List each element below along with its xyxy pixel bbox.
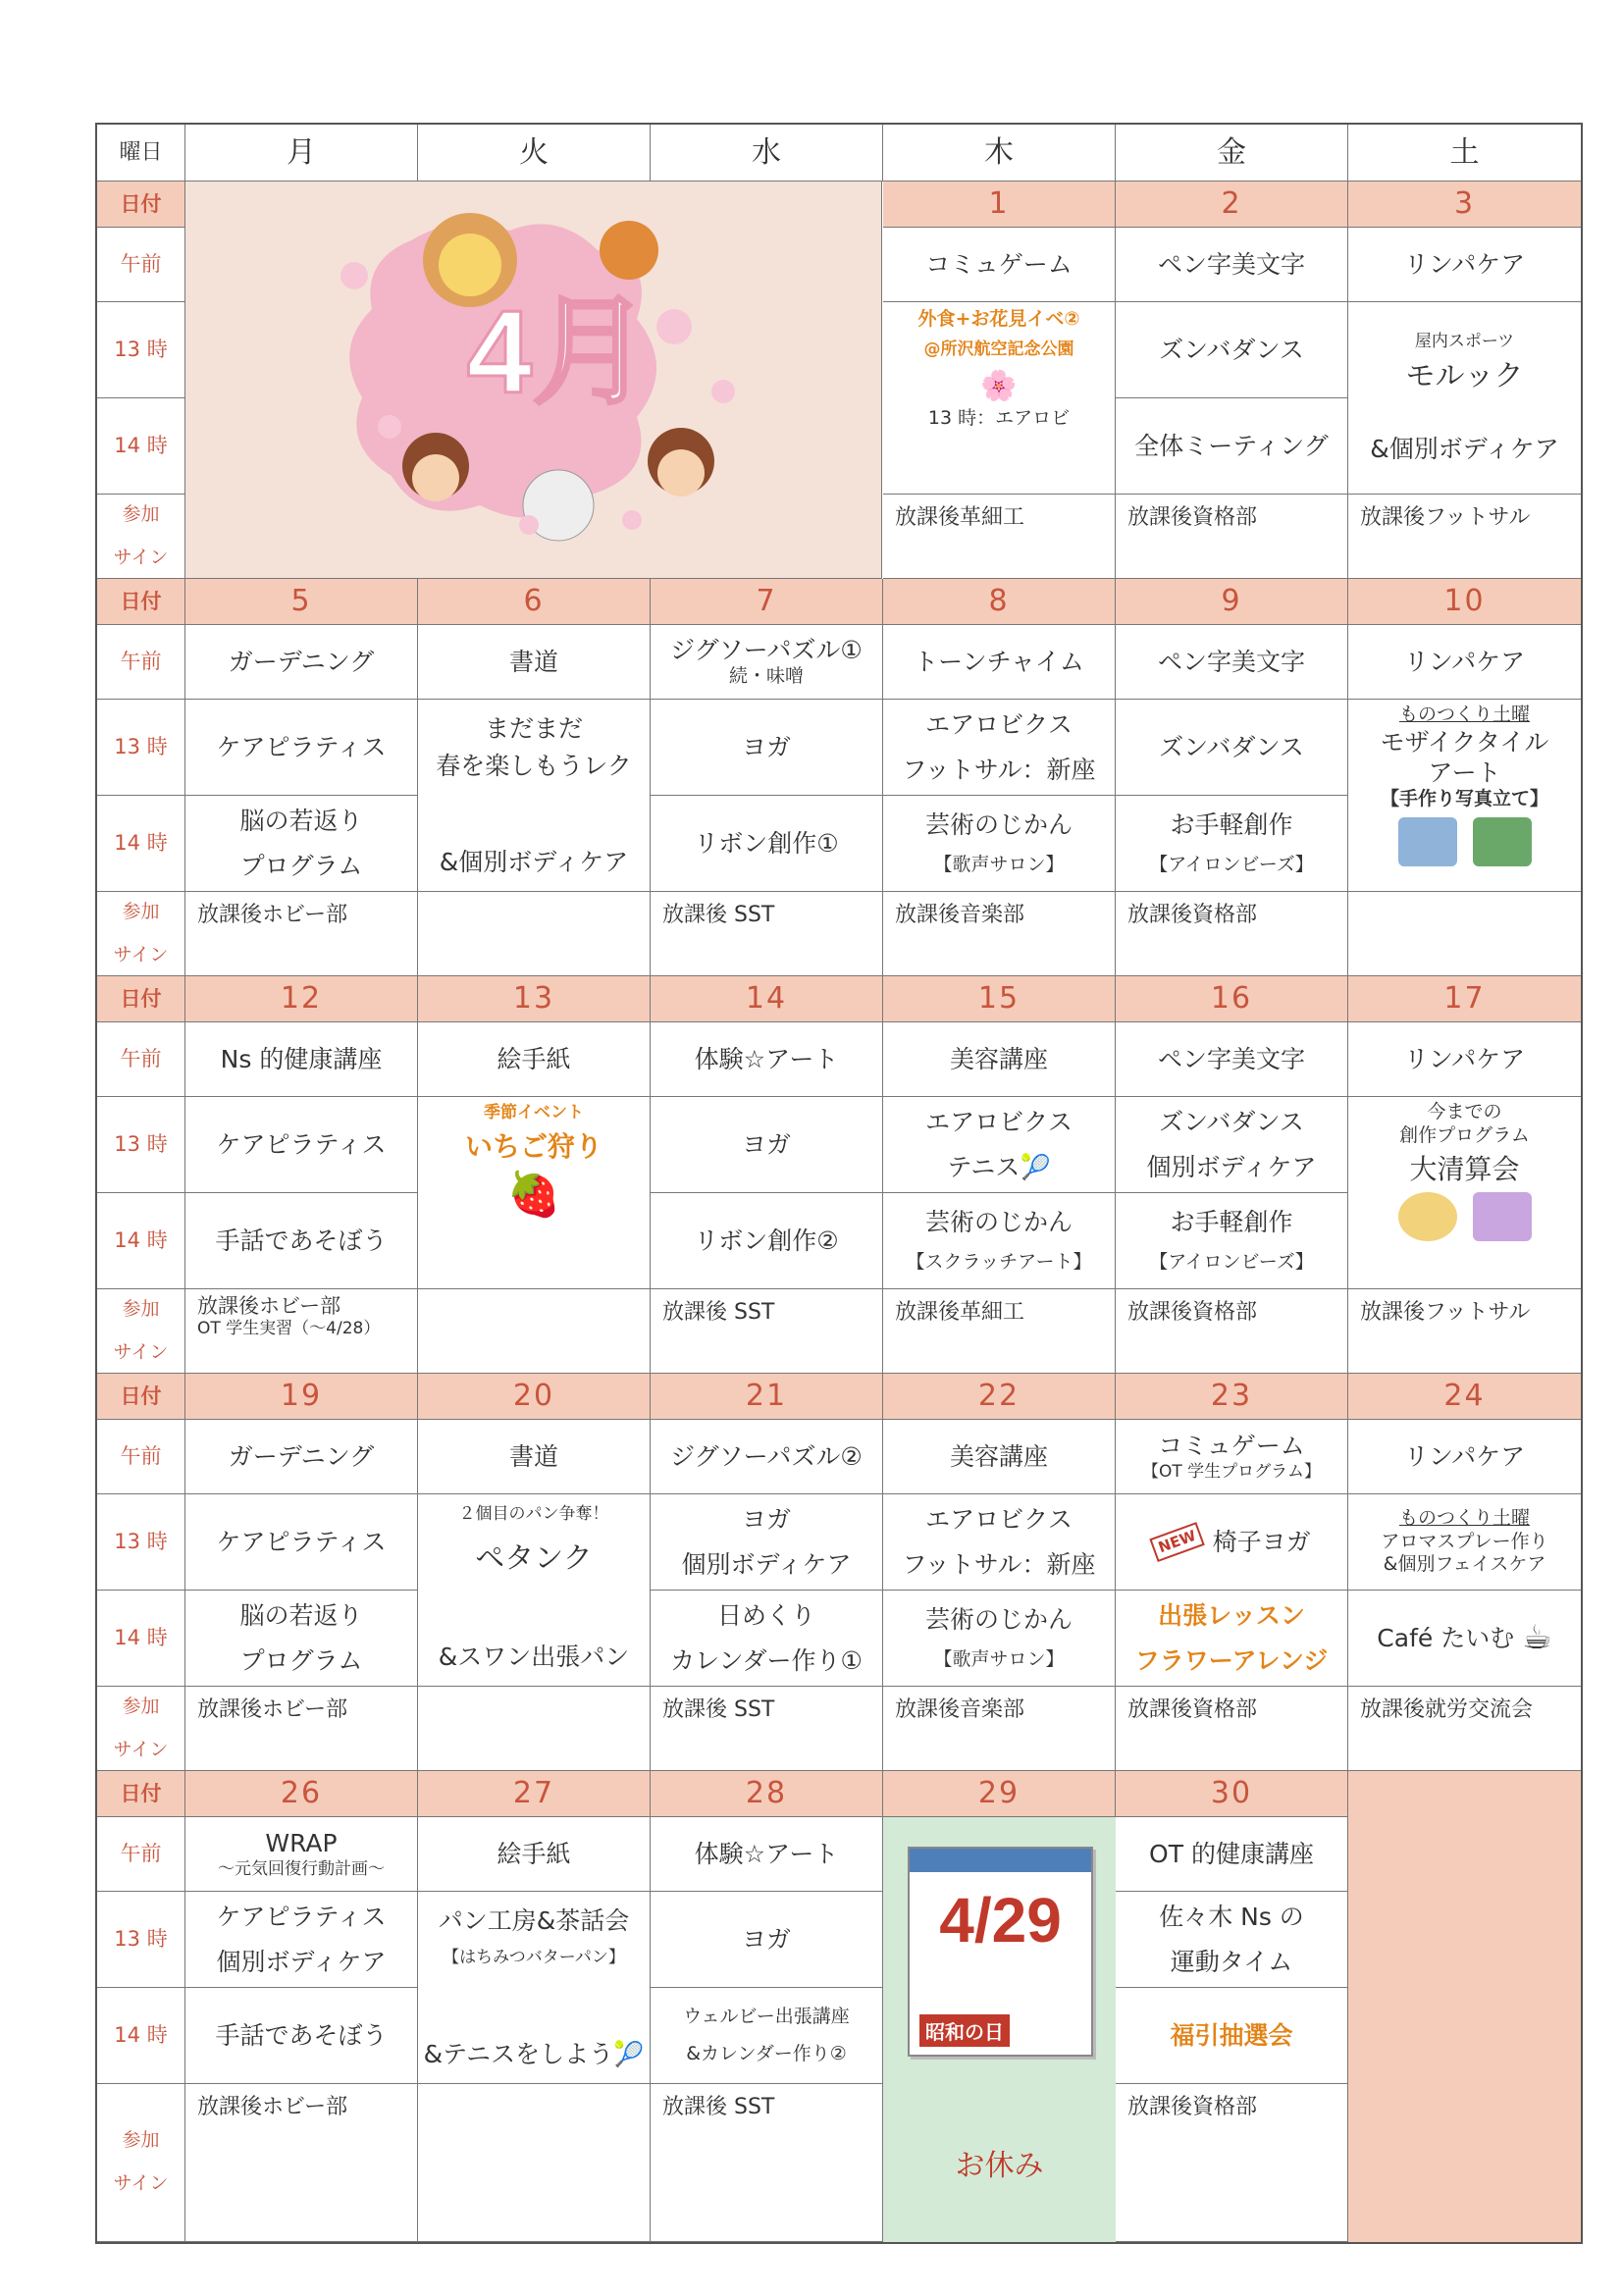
date-cell: 9 — [1116, 579, 1348, 625]
date-cell: 6 — [418, 579, 651, 625]
activity: 日めくり カレンダー作り① — [651, 1591, 883, 1687]
sign-cell — [418, 1289, 651, 1374]
activity: 出張レッスン フラワーアレンジ — [1116, 1591, 1348, 1687]
puzzle-icon — [1473, 1192, 1532, 1241]
am-label: 午前 — [97, 625, 185, 700]
coffee-cup-icon: ☕ — [1522, 1618, 1552, 1658]
activity: 芸術のじかん 【スクラッチアート】 — [883, 1193, 1116, 1289]
activity: ２個目のパン争奪！ ペタンク &スワン出張パン — [418, 1494, 651, 1687]
date-cell: 21 — [651, 1374, 883, 1420]
sign-label: 参加 サイン — [97, 495, 185, 579]
sign-cell: 放課後ホビー部 — [185, 892, 418, 976]
cherry-tree-icon: 🌸 — [980, 369, 1018, 403]
sign-cell — [418, 892, 651, 976]
activity: リボン創作① — [651, 796, 883, 892]
activity: ジグソーパズル② — [651, 1420, 883, 1494]
date-cell: 16 — [1116, 976, 1348, 1022]
activity: ヨガ — [651, 1892, 883, 1988]
date-cell: 17 — [1348, 976, 1581, 1022]
calendar-binding — [910, 1849, 1091, 1872]
date-cell: 10 — [1348, 579, 1581, 625]
activity: ペン字美文字 — [1116, 625, 1348, 700]
header-label: 曜日 — [97, 125, 185, 182]
holiday-cell — [883, 1817, 1116, 2242]
sign-label: 参加 サイン — [97, 2084, 185, 2242]
t13-label: 13 時 — [97, 1097, 185, 1193]
activity: 体験☆アート — [651, 1817, 883, 1892]
activity: Ns 的健康講座 — [185, 1022, 418, 1097]
sign-cell: 放課後 SST — [651, 892, 883, 976]
activity: リンパケア — [1348, 1420, 1581, 1494]
activity: 芸術のじかん 【歌声サロン】 — [883, 1591, 1116, 1687]
activity: ウェルビー出張講座 &カレンダー作り② — [651, 1988, 883, 2084]
sign-cell: 放課後音楽部 — [883, 1687, 1116, 1771]
activity: ケアピラティス — [185, 1494, 418, 1591]
date-label: 日付 — [97, 182, 185, 228]
date-cell: 24 — [1348, 1374, 1581, 1420]
activity: ズンバダンス — [1116, 700, 1348, 796]
date-cell: 12 — [185, 976, 418, 1022]
sign-cell: 放課後音楽部 — [883, 892, 1116, 976]
sign-cell: 放課後ホビー部 — [185, 2084, 418, 2242]
sign-cell: 放課後 SST — [651, 1289, 883, 1374]
sign-cell: 放課後 SST — [651, 1687, 883, 1771]
month-text: 4月 — [466, 287, 651, 418]
april-illustration — [185, 182, 882, 579]
activity: 書道 — [418, 1420, 651, 1494]
date-label: 日付 — [97, 1771, 185, 1817]
activity: ガーデニング — [185, 1420, 418, 1494]
date-cell: 7 — [651, 579, 883, 625]
activity: ヨガ — [651, 700, 883, 796]
empty-cell — [1348, 1771, 1581, 2242]
sign-label: 参加 サイン — [97, 1687, 185, 1771]
date-cell: 2 — [1116, 182, 1348, 228]
strawberry-picking-icon: 🍓 — [506, 1170, 561, 1221]
sign-cell: 放課後ホビー部 — [185, 1687, 418, 1771]
activity: エアロビクス フットサル：新座 — [883, 1494, 1116, 1591]
activity: 脳の若返り プログラム — [185, 1591, 418, 1687]
date-cell: 22 — [883, 1374, 1116, 1420]
am-label: 午前 — [97, 1420, 185, 1494]
date-cell: 13 — [418, 976, 651, 1022]
activity: ズンバダンス 個別ボディケア — [1116, 1097, 1348, 1193]
activity: ものつくり土曜 モザイクタイル アート 【手作り写真立て】 — [1348, 700, 1581, 892]
sign-cell: 放課後資格部 — [1116, 892, 1348, 976]
date-cell: 20 — [418, 1374, 651, 1420]
activity: お手軽創作 【アイロンビーズ】 — [1116, 1193, 1348, 1289]
sign-cell — [418, 1687, 651, 1771]
activity: リンパケア — [1348, 228, 1581, 302]
calendar-page-icon — [908, 1847, 1093, 2057]
activity: 手話であそぼう — [185, 1988, 418, 2084]
activity: お手軽創作 【アイロンビーズ】 — [1116, 796, 1348, 892]
april-banner — [185, 182, 882, 579]
date-cell: 27 — [418, 1771, 651, 1817]
outing-event: 外食+お花見イベ② @所沢航空記念公園 🌸 13 時：エアロビ — [883, 302, 1116, 495]
activity: ケアピラティス 個別ボディケア — [185, 1892, 418, 1988]
activity: リンパケア — [1348, 625, 1581, 700]
header-tue: 火 — [418, 125, 651, 182]
activity: 美容講座 — [883, 1420, 1116, 1494]
seasonal-event: 季節イベント いちご狩り 🍓 — [418, 1097, 651, 1289]
sign-cell: 放課後フットサル — [1348, 495, 1581, 579]
sign-label: 参加 サイン — [97, 892, 185, 976]
activity: 絵手紙 — [418, 1817, 651, 1892]
sign-cell: 放課後資格部 — [1116, 1687, 1348, 1771]
tiger-icon — [600, 221, 658, 280]
activity: OT 的健康講座 — [1116, 1817, 1348, 1892]
activity: ペン字美文字 — [1116, 228, 1348, 302]
sign-cell: 放課後就労交流会 — [1348, 1687, 1581, 1771]
date-cell: 14 — [651, 976, 883, 1022]
activity: 書道 — [418, 625, 651, 700]
tennis-racket-icon: 🎾 — [1020, 1152, 1051, 1181]
activity: ケアピラティス — [185, 700, 418, 796]
photo-frame-icon — [1473, 817, 1532, 866]
date-cell: 3 — [1348, 182, 1581, 228]
calendar-table — [95, 123, 1583, 2244]
activity: 屋内スポーツ モルック &個別ボディケア — [1348, 302, 1581, 495]
activity: 佐々木 Ns の 運動タイム — [1116, 1892, 1348, 1988]
sign-label: 参加 サイン — [97, 1289, 185, 1374]
activity: ヨガ — [651, 1097, 883, 1193]
mosaic-photo-icon — [1398, 817, 1457, 866]
date-cell: 29 — [883, 1771, 1116, 1817]
sign-cell — [418, 2084, 651, 2242]
activity: エアロビクス テニス🎾 — [883, 1097, 1116, 1193]
activity: ズンバダンス — [1116, 302, 1348, 398]
header-sat: 土 — [1348, 125, 1581, 182]
am-label: 午前 — [97, 1817, 185, 1892]
activity: Café たいむ ☕ — [1348, 1591, 1581, 1687]
activity: ケアピラティス — [185, 1097, 418, 1193]
header-mon: 月 — [185, 125, 418, 182]
activity: ガーデニング — [185, 625, 418, 700]
activity: ジグソーパズル① 続・味噌 — [651, 625, 883, 700]
activity: 絵手紙 — [418, 1022, 651, 1097]
sign-cell: 放課後革細工 — [883, 1289, 1116, 1374]
bead-bracelet-icon — [1398, 1192, 1457, 1241]
date-cell: 28 — [651, 1771, 883, 1817]
t14-label: 14 時 — [97, 398, 185, 495]
holiday-name: 昭和の日 — [919, 2014, 1010, 2047]
t14-label: 14 時 — [97, 1193, 185, 1289]
date-cell: 23 — [1116, 1374, 1348, 1420]
date-cell: 1 — [883, 182, 1116, 228]
t14-label: 14 時 — [97, 1591, 185, 1687]
activity: 今までの 創作プログラム 大清算会 — [1348, 1097, 1581, 1289]
date-cell: 19 — [185, 1374, 418, 1420]
sign-cell: 放課後 SST — [651, 2084, 883, 2242]
new-badge-icon: NEW — [1150, 1522, 1206, 1562]
t13-label: 13 時 — [97, 700, 185, 796]
sign-cell: 放課後フットサル — [1348, 1289, 1581, 1374]
tennis-racket-icon: 🎾 — [613, 2039, 645, 2068]
holiday-date: 4/29 — [939, 1885, 1062, 1956]
activity: 芸術のじかん 【歌声サロン】 — [883, 796, 1116, 892]
t13-label: 13 時 — [97, 302, 185, 398]
activity: まだまだ 春を楽しもうレク &個別ボディケア — [418, 700, 651, 892]
activity: コミュゲーム — [883, 228, 1116, 302]
date-label: 日付 — [97, 1374, 185, 1420]
sign-cell: 放課後資格部 — [1116, 2084, 1348, 2242]
date-cell: 8 — [883, 579, 1116, 625]
t13-label: 13 時 — [97, 1892, 185, 1988]
activity: NEW 椅子ヨガ — [1116, 1494, 1348, 1591]
sign-cell: 放課後資格部 — [1116, 1289, 1348, 1374]
activity: エアロビクス フットサル：新座 — [883, 700, 1116, 796]
activity: パン工房&茶話会 【はちみつバターパン】 &テニスをしよう🎾 — [418, 1892, 651, 2084]
activity: 美容講座 — [883, 1022, 1116, 1097]
date-cell: 5 — [185, 579, 418, 625]
activity: リボン創作② — [651, 1193, 883, 1289]
activity: コミュゲーム 【OT 学生プログラム】 — [1116, 1420, 1348, 1494]
activity: 脳の若返り プログラム — [185, 796, 418, 892]
date-cell: 26 — [185, 1771, 418, 1817]
header-wed: 水 — [651, 125, 883, 182]
activity: トーンチャイム — [883, 625, 1116, 700]
am-label: 午前 — [97, 1022, 185, 1097]
sign-cell — [1348, 892, 1581, 976]
closed-label: お休み — [955, 2149, 1044, 2183]
date-cell: 30 — [1116, 1771, 1348, 1817]
activity: 体験☆アート — [651, 1022, 883, 1097]
date-cell: 15 — [883, 976, 1116, 1022]
activity: WRAP ～元気回復行動計画～ — [185, 1817, 418, 1892]
header-thu: 木 — [883, 125, 1116, 182]
activity: リンパケア — [1348, 1022, 1581, 1097]
date-label: 日付 — [97, 579, 185, 625]
sign-cell-text: 放課後革細工 — [883, 495, 1116, 579]
activity: ペン字美文字 — [1116, 1022, 1348, 1097]
activity: 手話であそぼう — [185, 1193, 418, 1289]
activity: ヨガ 個別ボディケア — [651, 1494, 883, 1591]
am-label: 午前 — [97, 228, 185, 302]
date-label: 日付 — [97, 976, 185, 1022]
sign-cell: 放課後ホビー部 OT 学生実習（～4/28） — [185, 1289, 418, 1374]
activity: 全体ミーティング — [1116, 398, 1348, 495]
t13-label: 13 時 — [97, 1494, 185, 1591]
t14-label: 14 時 — [97, 1988, 185, 2084]
header-fri: 金 — [1116, 125, 1348, 182]
activity: 福引抽選会 — [1116, 1988, 1348, 2084]
sign-cell: 放課後資格部 — [1116, 495, 1348, 579]
t14-label: 14 時 — [97, 796, 185, 892]
activity: ものつくり土曜 アロマスプレー作り &個別フェイスケア — [1348, 1494, 1581, 1591]
